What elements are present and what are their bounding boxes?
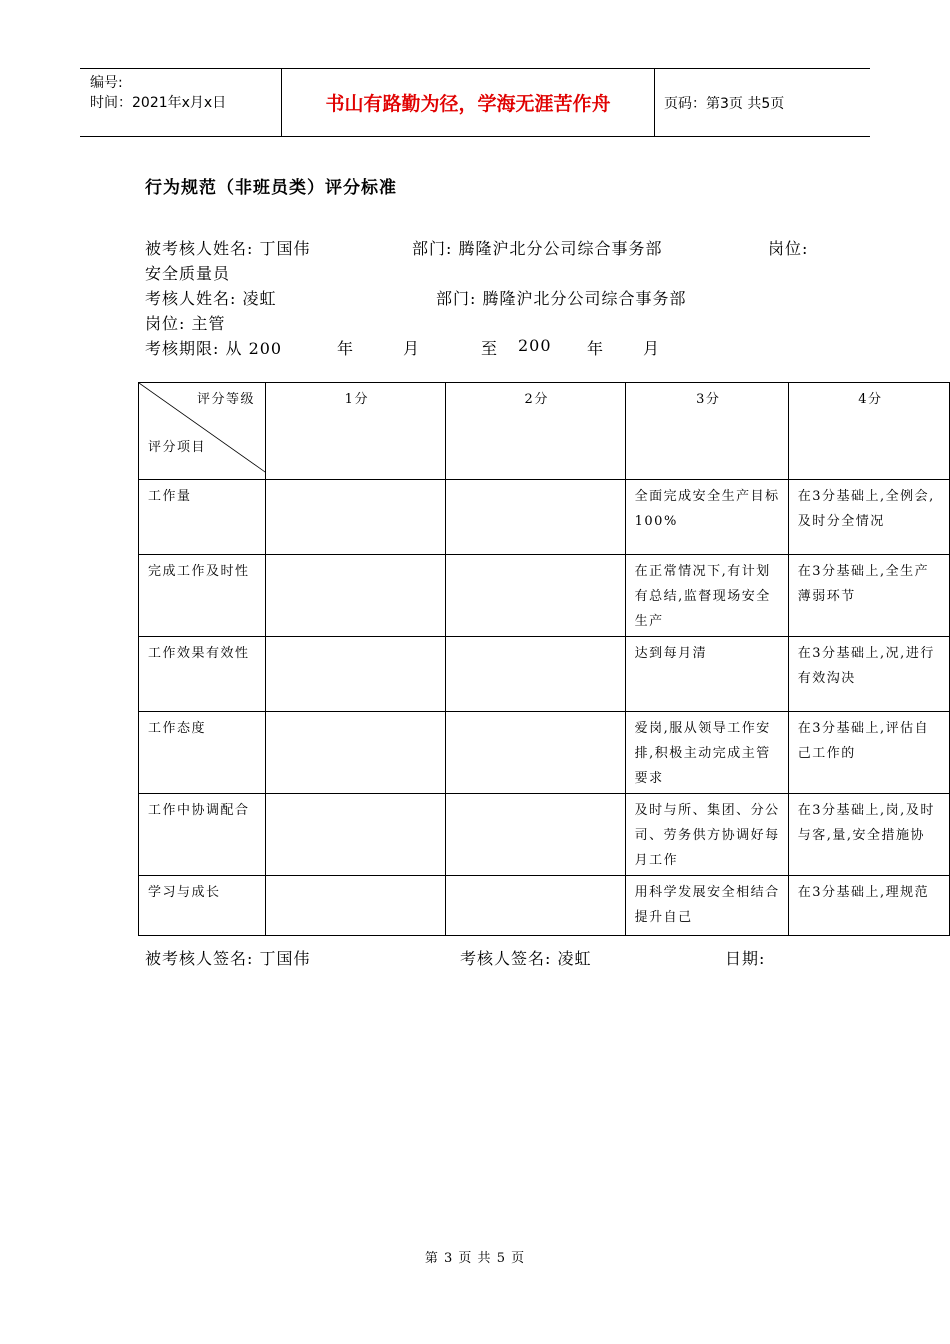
score-3-cell: 全面完成安全生产目标100% [625, 480, 788, 555]
assessee-post-label: 岗位: [768, 239, 809, 258]
score-2-cell [445, 876, 625, 936]
page-footer: 第 3 页 共 5 页 [424, 1251, 526, 1266]
page-number-label: 页码：第3页 共5页 [664, 96, 785, 112]
item-cell: 完成工作及时性 [139, 555, 266, 637]
item-cell: 工作态度 [139, 712, 266, 794]
score-4-cell: 在3分基础上,理规范 [788, 876, 949, 936]
scoring-table [138, 382, 950, 936]
assessor-signature: 考核人签名: 凌虹 [460, 949, 592, 968]
grade-header-row [139, 383, 950, 480]
table-row [139, 637, 950, 712]
assessor-department: 部门: 腾隆沪北分公司综合事务部 [436, 289, 687, 308]
score-1-cell [265, 712, 445, 794]
score-4-cell: 在3分基础上,岗,及时与客,量,安全措施协 [788, 794, 949, 876]
score-4-cell: 在3分基础上,评估自己工作的 [788, 712, 949, 794]
header-motto: 书山有路勤为径，学海无涯苦作舟 [325, 93, 611, 115]
assessee-signature: 被考核人签名: 丁国伟 [145, 949, 311, 968]
score-1-cell [265, 555, 445, 637]
page-header [80, 68, 870, 137]
table-row [139, 712, 950, 794]
grade-4: 4分 [788, 383, 949, 480]
document-title: 行为规范（非班员类）评分标准 [145, 178, 397, 198]
score-1-cell [265, 637, 445, 712]
grade-3: 3分 [625, 383, 788, 480]
table-row [139, 876, 950, 936]
score-3-cell: 用科学发展安全相结合提升自己 [625, 876, 788, 936]
item-cell: 工作中协调配合 [139, 794, 266, 876]
item-axis-label: 评分项目 [148, 440, 207, 455]
header-divider [654, 69, 655, 136]
score-1-cell [265, 480, 445, 555]
assessee-post: 安全质量员 [145, 264, 231, 283]
grade-1: 1分 [265, 383, 445, 480]
score-3-cell: 在正常情况下,有计划有总结,监督现场安全生产 [625, 555, 788, 637]
number-label: 编号: [90, 75, 123, 91]
signature-date: 日期: [725, 949, 766, 968]
score-2-cell [445, 480, 625, 555]
period-month: 月 [403, 339, 421, 358]
corner-cell [139, 383, 266, 480]
item-cell: 工作量 [139, 480, 266, 555]
score-4-cell: 在3分基础上,况,进行有效沟决 [788, 637, 949, 712]
score-4-cell: 在3分基础上,全生产薄弱环节 [788, 555, 949, 637]
table-row [139, 794, 950, 876]
table-row [139, 480, 950, 555]
period-year: 年 [337, 339, 355, 358]
item-cell: 工作效果有效性 [139, 637, 266, 712]
score-3-cell: 爱岗,服从领导工作安排,积极主动完成主管要求 [625, 712, 788, 794]
grade-axis-label: 评分等级 [197, 392, 256, 407]
assessee-department: 部门: 腾隆沪北分公司综合事务部 [412, 239, 663, 258]
table-row [139, 555, 950, 637]
assessee-name: 被考核人姓名: 丁国伟 [145, 239, 311, 258]
score-3-cell: 及时与所、集团、分公司、劳务供方协调好每月工作 [625, 794, 788, 876]
assessor-post: 岗位: 主管 [145, 314, 226, 333]
score-4-cell: 在3分基础上,全例会,及时分全情况 [788, 480, 949, 555]
period-to-year-value: 200 [518, 336, 552, 355]
score-1-cell [265, 876, 445, 936]
assessor-name: 考核人姓名: 凌虹 [145, 289, 277, 308]
header-meta [90, 73, 226, 113]
period-from: 考核期限: 从 200 [145, 339, 283, 358]
period-to-year: 年 [587, 339, 605, 358]
time-label: 时间：2021年x月x日 [90, 95, 227, 111]
item-cell: 学习与成长 [139, 876, 266, 936]
score-3-cell: 达到每月清 [625, 637, 788, 712]
score-1-cell [265, 794, 445, 876]
score-2-cell [445, 712, 625, 794]
score-2-cell [445, 555, 625, 637]
score-2-cell [445, 794, 625, 876]
grade-2: 2分 [445, 383, 625, 480]
period-to: 至 [481, 339, 499, 358]
score-2-cell [445, 637, 625, 712]
period-to-month: 月 [643, 339, 661, 358]
